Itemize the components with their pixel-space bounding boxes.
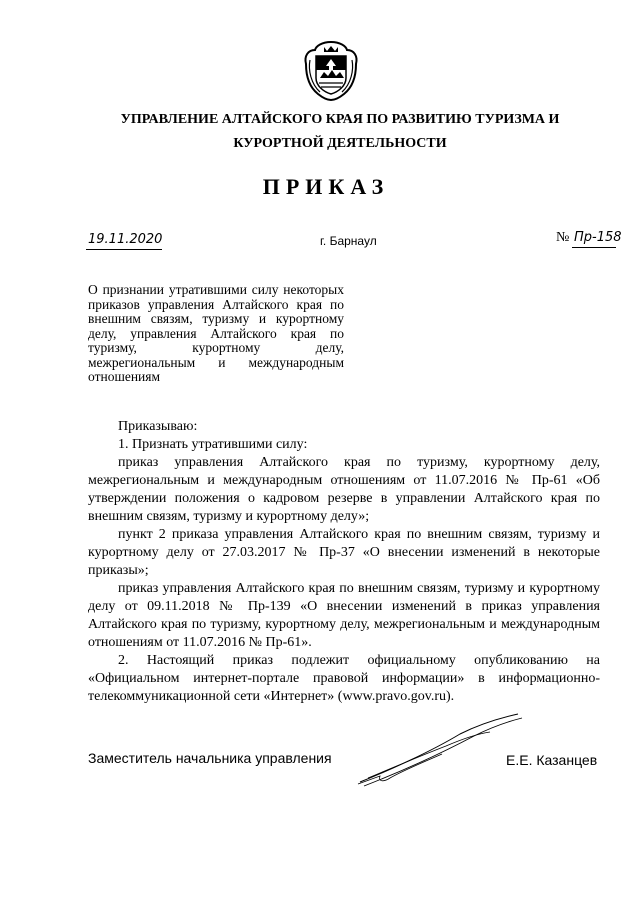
document-number: Пр-158 (574, 230, 622, 245)
body-paragraph: 2. Настоящий приказ подлежит официальному опубликованию на «Официальном интернет-портале правовой информации» в информационно-телекоммуникационной сети «Интернет» (www.pravo.gov.ru). (88, 653, 600, 704)
altai-krai-coat-of-arms-icon (302, 40, 360, 102)
signatory-name: Е.Е. Казанцев (506, 752, 598, 768)
document-city: г. Барнаул (320, 234, 377, 248)
date-underline (86, 249, 162, 250)
document-subject: О признании утратившими силу некоторых приказов управления Алтайского края по внешним связям, туризму и курортному делу, управления Алтайского края по туризму, курортному делу, межрегиональным и международным отношениям (88, 282, 344, 384)
handwritten-signature-icon (350, 712, 530, 792)
organization-name: УПРАВЛЕНИЕ АЛТАЙСКОГО КРАЯ ПО РАЗВИТИЮ ТУРИЗМА И КУРОРТНОЙ ДЕЯТЕЛЬНОСТИ (120, 112, 560, 151)
document-date: 19.11.2020 (88, 232, 163, 247)
body-paragraph: Приказываю: (118, 419, 198, 434)
body-paragraph: 1. Признать утратившими силу: (118, 437, 308, 452)
body-paragraph: приказ управления Алтайского края по туризму, курортному делу, межрегиональным и международным отношениям от 11.07.2016 № Пр-61 «Об утверждении положения о кадровом резерве в управлении Алтайского края по внешним связям, туризму и курортному делу»; (88, 455, 600, 524)
document-type-title: ПРИКАЗ (262, 174, 390, 199)
number-underline (572, 247, 616, 248)
body-paragraph: пункт 2 приказа управления Алтайского края по внешним связям, туризму и курортному делу от 27.03.2017 № Пр-37 «О внесении изменений в некоторые приказы»; (88, 527, 600, 578)
document-number-label: № (556, 230, 570, 245)
body-paragraph: приказ управления Алтайского края по внешним связям, туризму и курортному делу от 09.11.2018 № Пр-139 «О внесении изменений в приказ управления Алтайского края по туризму, курортному делу, межрегиональным и международным отношениям от 11.07.2016 № Пр-61». (88, 581, 600, 650)
signatory-position: Заместитель начальника управления (88, 750, 332, 766)
document-body (88, 418, 600, 706)
